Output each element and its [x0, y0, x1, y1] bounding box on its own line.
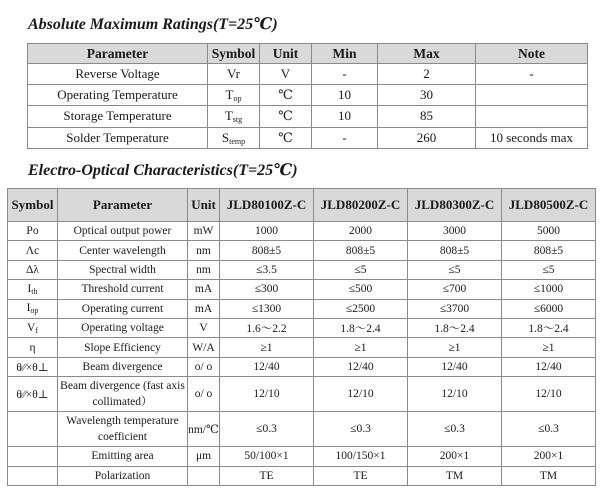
symbol-text: Po — [26, 225, 39, 238]
table-row — [28, 64, 588, 85]
value-cell: 808±5 — [502, 241, 596, 260]
unit-cell: ℃ — [260, 85, 312, 106]
min-cell: - — [312, 64, 378, 85]
max-cell: 85 — [378, 106, 476, 127]
header-parameter: Parameter — [28, 44, 208, 64]
parameter-cell: Spectral width — [58, 260, 188, 279]
symbol-subscript: stg — [232, 115, 243, 125]
header-model-3: JLD80300Z-C — [408, 189, 502, 222]
symbol-cell — [208, 127, 260, 148]
unit-cell: mA — [188, 299, 220, 318]
value-cell: 200×1 — [408, 447, 502, 466]
value-cell: ≥1 — [220, 338, 314, 357]
electro-optical-header-row — [8, 189, 596, 222]
value-cell: ≤5 — [408, 260, 502, 279]
note-cell — [476, 85, 588, 106]
header-model-2: JLD80200Z-C — [314, 189, 408, 222]
symbol-cell — [8, 241, 58, 260]
value-cell: 808±5 — [408, 241, 502, 260]
header-model-4: JLD80500Z-C — [502, 189, 596, 222]
symbol-cell — [208, 106, 260, 127]
symbol-text: T — [224, 108, 233, 124]
min-cell: - — [312, 127, 378, 148]
table-row — [8, 241, 596, 260]
value-cell: TM — [502, 466, 596, 485]
value-cell: ≤3700 — [408, 299, 502, 318]
value-cell: ≤500 — [314, 280, 408, 299]
symbol-text: θ⁄⁄×θ⊥ — [16, 389, 49, 402]
value-cell: ≤0.3 — [314, 412, 408, 447]
symbol-text: η — [29, 341, 36, 354]
unit-cell: o/ o — [188, 357, 220, 376]
unit-cell: ℃ — [260, 127, 312, 148]
symbol-text: V — [27, 321, 36, 334]
note-cell: 10 seconds max — [476, 127, 588, 148]
value-cell: ≤5 — [314, 260, 408, 279]
value-cell: ≤700 — [408, 280, 502, 299]
unit-cell: W/A — [188, 338, 220, 357]
max-cell: 30 — [378, 85, 476, 106]
symbol-text: I — [27, 282, 32, 295]
parameter-cell: Solder Temperature — [28, 127, 208, 148]
symbol-cell — [208, 85, 260, 106]
parameter-cell: Threshold current — [58, 280, 188, 299]
value-cell: 1.8～2.4 — [314, 318, 408, 337]
unit-cell: ℃ — [260, 106, 312, 127]
symbol-cell — [8, 412, 58, 447]
header-model-1: JLD80100Z-C — [220, 189, 314, 222]
symbol-text: Δλ — [26, 263, 39, 276]
parameter-cell: Polarization — [58, 466, 188, 485]
parameter-cell: Reverse Voltage — [28, 64, 208, 85]
symbol-subscript: f — [35, 325, 38, 335]
symbol-text: Vr — [227, 66, 240, 82]
value-cell: 1000 — [220, 222, 314, 241]
table-row — [8, 299, 596, 318]
table-row — [8, 260, 596, 279]
value-cell: 808±5 — [314, 241, 408, 260]
header-parameter: Parameter — [58, 189, 188, 222]
value-cell: 200×1 — [502, 447, 596, 466]
unit-cell — [188, 466, 220, 485]
table-row — [8, 377, 596, 412]
table-row — [28, 106, 588, 127]
symbol-text: S — [221, 129, 230, 145]
table-row — [8, 466, 596, 485]
value-cell: ≥1 — [408, 338, 502, 357]
value-cell: 12/40 — [408, 357, 502, 376]
value-cell: 12/40 — [502, 357, 596, 376]
table-row — [8, 280, 596, 299]
value-cell: ≤5 — [502, 260, 596, 279]
header-symbol: Symbol — [208, 44, 260, 64]
value-cell: 3000 — [408, 222, 502, 241]
unit-cell: V — [260, 64, 312, 85]
symbol-cell — [8, 466, 58, 485]
parameter-cell: Optical output power — [58, 222, 188, 241]
unit-cell: nm — [188, 241, 220, 260]
symbol-cell — [8, 377, 58, 412]
parameter-cell: Wavelength temperature coefficient — [58, 412, 188, 447]
value-cell: 12/10 — [502, 377, 596, 412]
value-cell: TM — [408, 466, 502, 485]
value-cell: 1.8～2.4 — [502, 318, 596, 337]
absolute-ratings-table — [27, 43, 588, 149]
absolute-ratings-header-row — [28, 44, 588, 64]
value-cell: ≤0.3 — [408, 412, 502, 447]
unit-cell: nm/℃ — [188, 412, 220, 447]
value-cell: ≤0.3 — [502, 412, 596, 447]
value-cell: 12/10 — [314, 377, 408, 412]
max-cell: 2 — [378, 64, 476, 85]
value-cell: ≤0.3 — [220, 412, 314, 447]
min-cell: 10 — [312, 85, 378, 106]
value-cell: 50/100×1 — [220, 447, 314, 466]
unit-cell: mW — [188, 222, 220, 241]
table-row — [8, 222, 596, 241]
header-note: Note — [476, 44, 588, 64]
value-cell: 100/150×1 — [314, 447, 408, 466]
symbol-subscript: temp — [229, 136, 246, 146]
symbol-subscript: op — [233, 94, 242, 104]
symbol-text: θ⁄⁄×θ⊥ — [16, 361, 49, 374]
table-row — [8, 412, 596, 447]
value-cell: 808±5 — [220, 241, 314, 260]
header-symbol: Symbol — [8, 189, 58, 222]
value-cell: ≤3.5 — [220, 260, 314, 279]
value-cell: 12/40 — [314, 357, 408, 376]
symbol-cell — [208, 64, 260, 85]
value-cell: 1.6～2.2 — [220, 318, 314, 337]
table-row — [8, 357, 596, 376]
symbol-cell — [8, 299, 58, 318]
parameter-cell: Operating current — [58, 299, 188, 318]
table-row — [28, 85, 588, 106]
value-cell: 2000 — [314, 222, 408, 241]
symbol-subscript: th — [31, 286, 38, 296]
electro-optical-title: Electro-Optical Characteristics(T=25℃) — [28, 162, 298, 179]
value-cell: ≥1 — [502, 338, 596, 357]
table-row — [8, 318, 596, 337]
note-cell: - — [476, 64, 588, 85]
header-unit: Unit — [260, 44, 312, 64]
value-cell: 1.8～2.4 — [408, 318, 502, 337]
unit-cell: nm — [188, 260, 220, 279]
value-cell: ≥1 — [314, 338, 408, 357]
symbol-subscript: op — [30, 306, 39, 316]
absolute-ratings-title: Absolute Maximum Ratings(T=25℃) — [28, 16, 278, 33]
symbol-cell — [8, 447, 58, 466]
parameter-cell: Beam divergence — [58, 357, 188, 376]
parameter-cell: Operating Temperature — [28, 85, 208, 106]
note-cell — [476, 106, 588, 127]
value-cell: ≤6000 — [502, 299, 596, 318]
parameter-cell: Center wavelength — [58, 241, 188, 260]
symbol-cell — [8, 357, 58, 376]
table-row — [28, 127, 588, 148]
min-cell: 10 — [312, 106, 378, 127]
symbol-cell — [8, 338, 58, 357]
value-cell: 12/10 — [220, 377, 314, 412]
symbol-text: Λc — [25, 244, 40, 257]
max-cell: 260 — [378, 127, 476, 148]
unit-cell: mA — [188, 280, 220, 299]
symbol-cell — [8, 260, 58, 279]
parameter-cell: Beam divergence (fast axis collimated） — [58, 377, 188, 412]
symbol-cell — [8, 318, 58, 337]
table-row — [8, 338, 596, 357]
symbol-text: I — [26, 302, 31, 315]
value-cell: 12/10 — [408, 377, 502, 412]
value-cell: ≤1000 — [502, 280, 596, 299]
symbol-cell — [8, 280, 58, 299]
value-cell: TE — [220, 466, 314, 485]
electro-optical-table — [7, 188, 596, 486]
header-max: Max — [378, 44, 476, 64]
value-cell: 12/40 — [220, 357, 314, 376]
parameter-cell: Operating voltage — [58, 318, 188, 337]
parameter-cell: Emitting area — [58, 447, 188, 466]
symbol-text: T — [225, 87, 234, 103]
value-cell: ≤2500 — [314, 299, 408, 318]
header-unit: Unit — [188, 189, 220, 222]
unit-cell: o/ o — [188, 377, 220, 412]
parameter-cell: Slope Efficiency — [58, 338, 188, 357]
unit-cell: μm — [188, 447, 220, 466]
table-row — [8, 447, 596, 466]
value-cell: TE — [314, 466, 408, 485]
value-cell: 5000 — [502, 222, 596, 241]
unit-cell: V — [188, 318, 220, 337]
value-cell: ≤1300 — [220, 299, 314, 318]
symbol-cell — [8, 222, 58, 241]
header-min: Min — [312, 44, 378, 64]
value-cell: ≤300 — [220, 280, 314, 299]
parameter-cell: Storage Temperature — [28, 106, 208, 127]
